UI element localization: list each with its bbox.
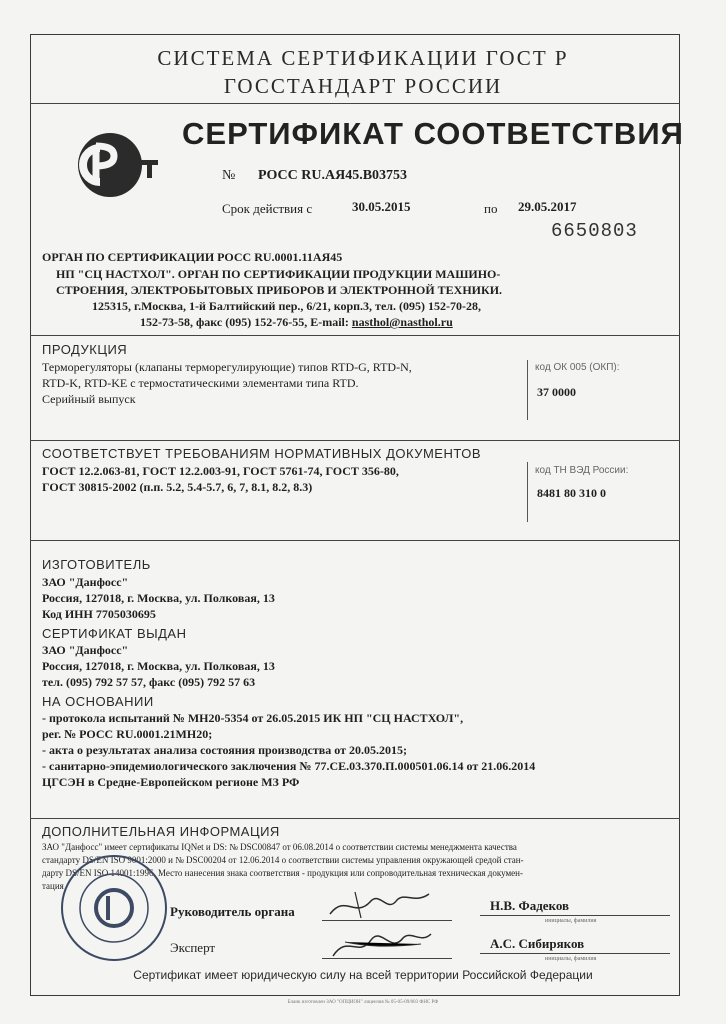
basis-protocol: - протокола испытаний № МН20-5354 от 26.05.2015 ИК НП "СЦ НАСТХОЛ", <box>42 711 464 725</box>
registration-number: 6650803 <box>551 220 638 242</box>
valid-from: 30.05.2015 <box>352 199 411 214</box>
valid-to: 29.05.2017 <box>518 199 577 214</box>
tnved-label: код ТН ВЭД России: <box>535 465 629 476</box>
basis-reg: рег. № РОСС RU.0001.21МН20; <box>42 727 213 741</box>
issued-name: ЗАО "Данфосс" <box>42 643 129 657</box>
tnved-value: 8481 80 310 0 <box>537 486 606 500</box>
expert-signature-icon <box>325 920 435 969</box>
compliance-heading: СООТВЕТСТВУЕТ ТРЕБОВАНИЯМ НОРМАТИВНЫХ ДОКУМЕНТОВ <box>42 446 481 461</box>
tnved-divider <box>527 462 528 522</box>
manufacturer-inn: Код ИНН 7705030695 <box>42 607 156 621</box>
basis-divider <box>30 818 680 819</box>
organ-email-link[interactable]: nasthol@nasthol.ru <box>351 315 453 329</box>
basis-heading: НА ОСНОВАНИИ <box>42 694 154 709</box>
additional-line1: ЗАО "Данфосс" имеет сертификаты IQNet и DS: № DSC00847 от 06.08.2014 о соответствии системы менеджмента качества <box>42 842 517 852</box>
additional-line4: тация <box>42 881 64 891</box>
head-name-line <box>480 915 670 916</box>
system-title-line1: СИСТЕМА СЕРТИФИКАЦИИ ГОСТ Р <box>157 46 569 70</box>
organ-contacts <box>140 315 453 330</box>
okp-value: 37 0000 <box>537 385 576 399</box>
manufacturer-name: ЗАО "Данфосс" <box>42 575 129 589</box>
system-title-line2: ГОССТАНДАРТ РОССИИ <box>223 74 503 98</box>
okp-label: код ОК 005 (ОКП): <box>535 362 620 373</box>
basis-center: ЦГСЭН в Средне-Европейском регионе МЗ РФ <box>42 775 300 789</box>
organ-line3: СТРОЕНИЯ, ЭЛЕКТРОБЫТОВЫХ ПРИБОРОВ И ЭЛЕКТРОННОЙ ТЕХНИКИ. <box>56 283 503 297</box>
validity-to-label: по <box>484 201 498 216</box>
compliance-line2: ГОСТ 30815-2002 (п.п. 5.2, 5.4-5.7, 6, 7, 8.1, 8.2, 8.3) <box>42 480 313 494</box>
manufacturer-address: Россия, 127018, г. Москва, ул. Полковая, 13 <box>42 591 275 605</box>
organ-stamp-icon <box>58 852 170 969</box>
issued-heading: СЕРТИФИКАТ ВЫДАН <box>42 626 187 641</box>
head-name: Н.В. Фадеков <box>490 898 570 913</box>
organ-phones: 152-73-58, факс (095) 152-76-55, E-mail: <box>140 315 349 329</box>
issued-address: Россия, 127018, г. Москва, ул. Полковая, 13 <box>42 659 275 673</box>
additional-heading: ДОПОЛНИТЕЛЬНАЯ ИНФОРМАЦИЯ <box>42 824 280 839</box>
expert-label: Эксперт <box>170 940 216 955</box>
legal-validity-note: Сертификат имеет юридическую силу на всей территории Российской Федерации <box>133 968 593 982</box>
expert-name: А.С. Сибиряков <box>490 936 585 951</box>
validity-label: Срок действия с <box>222 201 313 216</box>
product-line2: RTD-K, RTD-KE с термостатическими элементами типа RTD. <box>42 376 359 390</box>
header-divider <box>30 103 680 104</box>
cert-number-prefix: № <box>222 168 236 183</box>
cert-number: РОСС RU.АЯ45.В03753 <box>258 168 408 183</box>
basis-act: - акта о результатах анализа состояния производства от 20.05.2015; <box>42 743 407 757</box>
okp-divider <box>527 360 528 420</box>
organ-line2: НП "СЦ НАСТХОЛ". ОРГАН ПО СЕРТИФИКАЦИИ ПРОДУКЦИИ МАШИНО- <box>56 267 501 281</box>
issued-phone: тел. (095) 792 57 57, факс (095) 792 57 63 <box>42 675 256 689</box>
expert-name-caption: инициалы, фамилия <box>545 956 597 962</box>
product-serial: Серийный выпуск <box>42 392 136 406</box>
basis-sanitary: - санитарно-эпидемиологического заключения № 77.СЕ.03.370.П.000501.06.14 от 21.06.2014 <box>42 759 536 773</box>
compliance-line1: ГОСТ 12.2.063-81, ГОСТ 12.2.003-91, ГОСТ 5761-74, ГОСТ 356-80, <box>42 464 399 478</box>
expert-name-line <box>480 953 670 954</box>
blank-print-info: Бланк изготовлен ЗАО "ОПЦИОН" лицензия № 05-05-09/003 ФНС РФ <box>287 1000 439 1005</box>
product-divider <box>30 440 680 441</box>
manufacturer-heading: ИЗГОТОВИТЕЛЬ <box>42 557 151 572</box>
head-label: Руководитель органа <box>170 904 295 919</box>
head-name-caption: инициалы, фамилия <box>545 918 597 924</box>
organ-line1: ОРГАН ПО СЕРТИФИКАЦИИ РОСС RU.0001.11АЯ45 <box>42 250 343 264</box>
organ-address: 125315, г.Москва, 1-й Балтийский пер., 6/21, корп.3, тел. (095) 152-70-28, <box>92 299 481 313</box>
certificate-title: СЕРТИФИКАТ СООТВЕТСТВИЯ <box>182 116 684 151</box>
additional-line3: дарту DS/EN ISO 14001:1996. Место нанесения знака соответствия - продукция или сопроводительная техническая докумен- <box>42 868 523 878</box>
expert-signature-line <box>322 958 452 959</box>
rst-logo-icon <box>70 132 160 203</box>
compliance-divider <box>30 540 680 541</box>
organ-divider <box>30 335 680 336</box>
product-line1: Терморегуляторы (клапаны терморегулирующие) типов RTD-G, RTD-N, <box>42 360 412 374</box>
additional-line2: стандарту DS/EN ISO 9001:2000 и № DSC00204 от 12.06.2014 о соответствии системы управления окружающей средой стан- <box>42 855 524 865</box>
product-heading: ПРОДУКЦИЯ <box>42 342 128 357</box>
